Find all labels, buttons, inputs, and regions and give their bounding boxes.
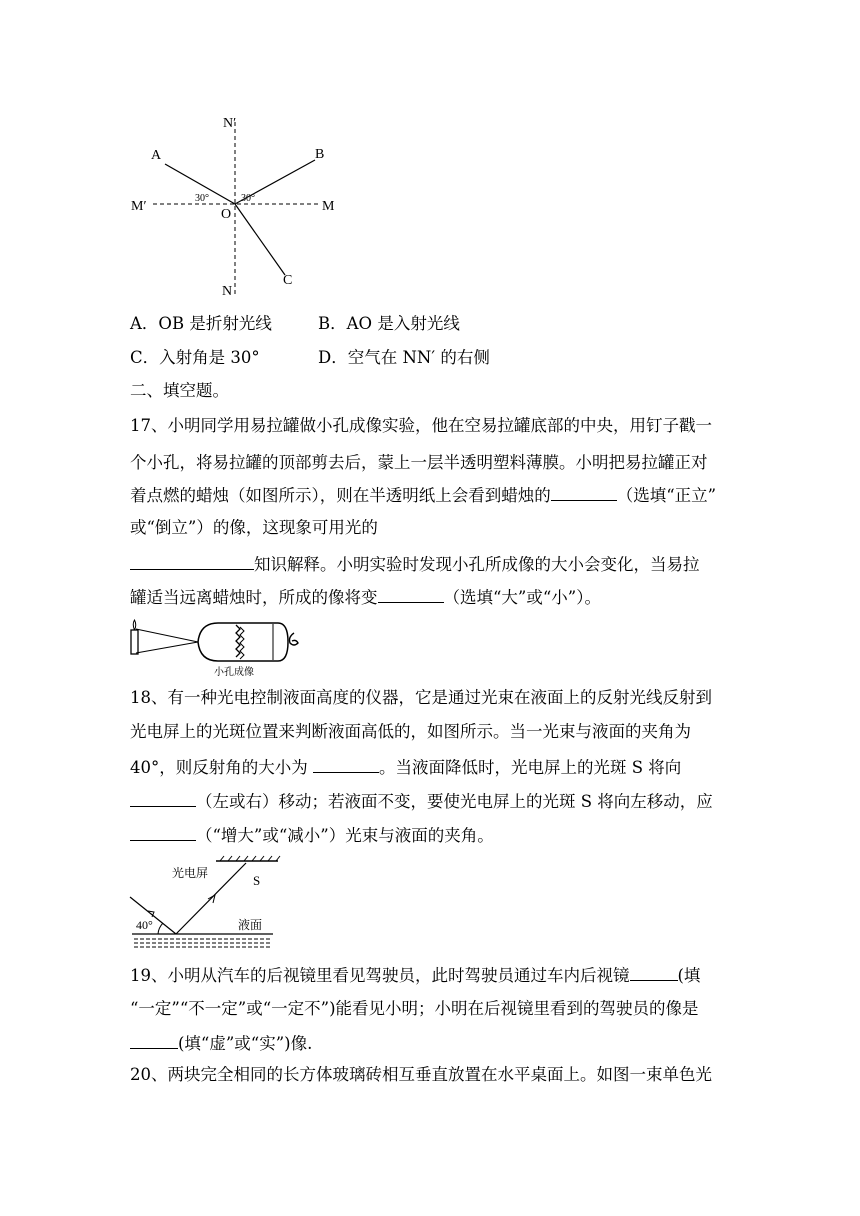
q17-line3 — [130, 486, 716, 505]
label-m: M — [322, 199, 335, 214]
q17-line3-text: 着点燃的蜡烛（如图所示），则在半透明纸上会看到蜡烛的 — [130, 486, 551, 505]
option-d: D．空气在 NN′ 的右侧 — [318, 348, 490, 367]
q17-line6-tail: （选填“大”或“小”）。 — [443, 588, 601, 607]
screen-label: 光电屏 — [172, 866, 209, 880]
answer-blank[interactable] — [130, 1034, 178, 1049]
q18-line3-text: 40°，则反射角的大小为 — [130, 758, 308, 777]
angle-label: 40° — [136, 918, 153, 932]
option-c: C．入射角是 30° — [130, 348, 260, 367]
q17-line1: 17、小明同学用易拉罐做小孔成像实验，他在空易拉罐底部的中央，用钉子戳一 — [130, 416, 712, 435]
liquid-label: 液面 — [238, 918, 263, 932]
answer-blank[interactable] — [378, 588, 444, 603]
answer-blank[interactable] — [130, 792, 196, 807]
label-n-prime: N′ — [223, 116, 237, 131]
optics-diagram-figure — [125, 110, 355, 305]
answer-blank[interactable] — [551, 486, 617, 501]
q20-line1: 20、两块完全相同的长方体玻璃砖相互垂直放置在水平桌面上。如图一束单色光 — [130, 1065, 712, 1084]
q19-line1-text: 19、小明从汽车的后视镜里看见驾驶员，此时驾驶员通过车内后视镜 — [130, 966, 630, 985]
q19-line3 — [130, 1034, 312, 1053]
q18-line4 — [130, 792, 713, 811]
q18-line1: 18、有一种光电控制液面高度的仪器，它是通过光束在液面上的反射光线反射到 — [130, 688, 712, 707]
option-a: A．OB 是折射光线 — [130, 314, 272, 333]
q17-line6 — [130, 588, 601, 607]
q19-line1 — [130, 966, 700, 985]
label-o: O — [221, 207, 232, 222]
answer-blank[interactable] — [313, 758, 379, 773]
q19-line1-tail: (填 — [677, 966, 701, 985]
label-b: B — [315, 147, 325, 162]
label-m-prime: M′ — [131, 199, 147, 214]
answer-blank[interactable] — [130, 826, 196, 841]
q17-line3-tail: （选填“正立” — [616, 486, 717, 505]
q17-line5-text: 知识解释。小明实验时发现小孔所成像的大小会变化，当易拉 — [254, 555, 700, 574]
label-n: N — [222, 284, 233, 299]
q18-line5 — [130, 826, 494, 845]
section-title: 二、填空题。 — [130, 381, 229, 400]
q18-line3 — [130, 758, 681, 777]
q17-line2: 个小孔，将易拉罐的顶部剪去后，蒙上一层半透明塑料薄膜。小明把易拉罐正对 — [130, 453, 708, 472]
pinhole-caption: 小孔成像 — [214, 667, 254, 677]
label-c: C — [283, 273, 293, 288]
label-angle-left: 30° — [195, 193, 209, 204]
q19-line3-text: (填“虚”或“实”)像. — [178, 1034, 313, 1053]
option-b: B．AO 是入射光线 — [318, 314, 460, 333]
label-angle-right: 30° — [241, 193, 255, 204]
liquid-level-figure — [128, 855, 288, 950]
q17-line5 — [130, 555, 700, 574]
q17-line4: 或“倒立”）的像，这现象可用光的 — [130, 518, 378, 537]
q17-line6-text: 罐适当远离蜡烛时，所成的像将变 — [130, 588, 378, 607]
pinhole-figure — [128, 615, 303, 677]
spot-label: S — [253, 873, 261, 888]
q18-line5-text: （“增大”或“减小”）光束与液面的夹角。 — [196, 826, 494, 845]
q18-line2: 光电屏上的光斑位置来判断液面高低的，如图所示。当一光束与液面的夹角为 — [130, 722, 691, 741]
q19-line2: “一定”“不一定”或“一定不”)能看见小明；小明在后视镜里看到的驾驶员的像是 — [130, 999, 699, 1018]
label-a: A — [151, 148, 162, 163]
answer-blank[interactable] — [130, 555, 254, 570]
q18-line4-text: （左或右）移动；若液面不变，要使光电屏上的光斑 S 将向左移动，应 — [196, 792, 713, 811]
answer-blank[interactable] — [630, 966, 678, 981]
q18-line3-tail: 。当液面降低时，光电屏上的光斑 S 将向 — [379, 758, 682, 777]
